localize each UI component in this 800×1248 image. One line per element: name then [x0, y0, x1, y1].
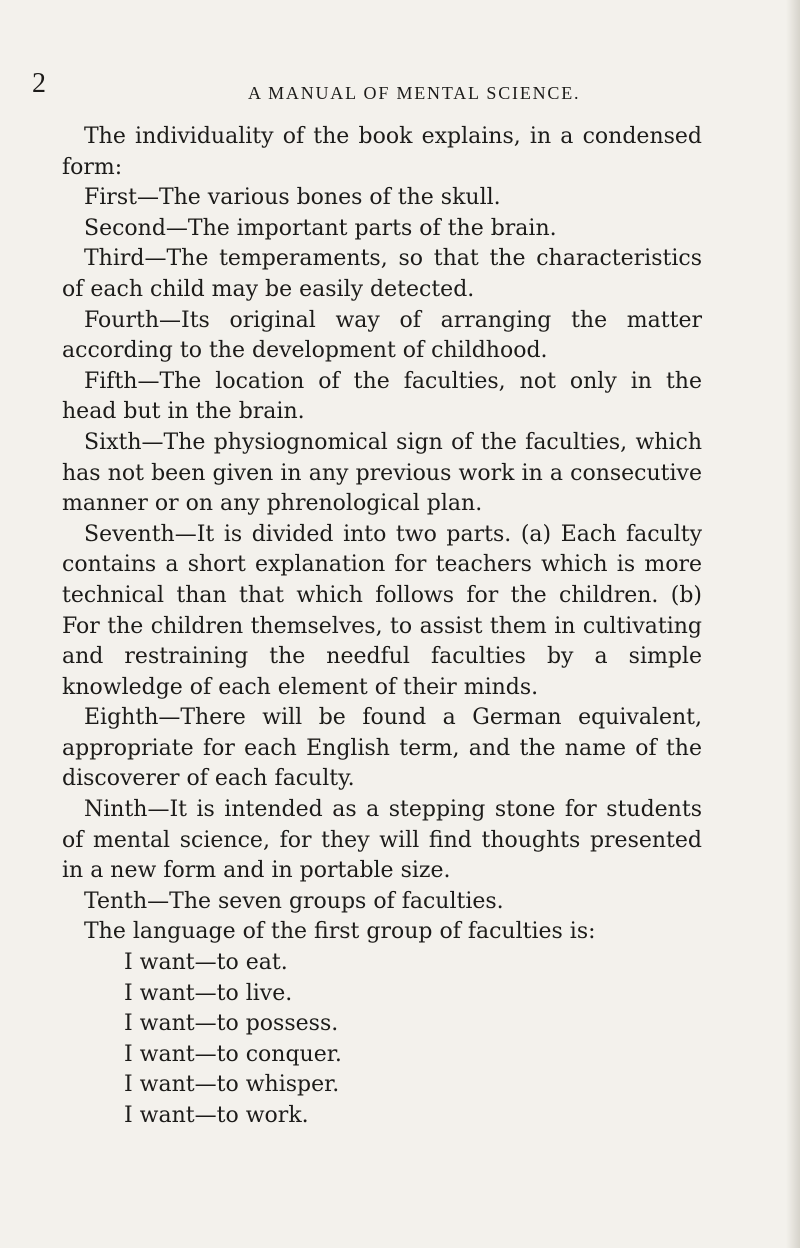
list-item: I want—to eat. [124, 950, 288, 976]
list-item: I want—to live. [124, 980, 293, 1006]
item-third: Third—The temperaments, so that the characteristics of each child may be easily detected. [62, 246, 702, 302]
list-item: I want—to whisper. [124, 1072, 340, 1098]
item-ninth: Ninth—It is intended as a stepping stone for students of mental science, for they will find thoughts presented in a new form and in portable size. [62, 797, 702, 884]
running-head: A MANUAL OF MENTAL SCIENCE. [248, 83, 581, 103]
page-edge-shadow [786, 0, 800, 1248]
item-tenth: Tenth—The seven groups of faculties. [84, 888, 504, 914]
intro-paragraph: The individuality of the book explains, in a condensed form: [62, 124, 702, 180]
item-sixth: Sixth—The physiognomical sign of the faculties, which has not been given in any previous work in a consecutive manner or on any phrenological plan. [62, 429, 702, 517]
item-fifth: Fifth—The location of the faculties, not only in the head but in the brain. [62, 368, 702, 425]
item-seventh: Seventh—It is divided into two parts. (a) Each faculty contains a short explanation for teachers which is more technical than that which follows for the children. (b) For the children themselves, to assist them in cultivating and restraining the needful faculties by a simple knowledge of each element of their minds. [62, 521, 702, 700]
page-body [62, 122, 702, 1132]
page-number: 2 [32, 68, 46, 99]
item-first: First—The various bones of the skull. [84, 185, 501, 211]
item-fourth: Fourth—Its original way of arranging the matter according to the development of childhood. [62, 307, 702, 364]
group-intro: The language of the first group of faculties is: [84, 919, 596, 945]
list-item: I want—to work. [124, 1103, 309, 1128]
list-item: I want—to possess. [124, 1011, 339, 1037]
item-eighth: Eighth—There will be found a German equivalent, appropriate for each English term, and the name of the discoverer of each faculty. [62, 705, 702, 792]
list-item: I want—to conquer. [124, 1041, 342, 1067]
item-second: Second—The important parts of the brain. [84, 215, 557, 241]
wants-list [62, 948, 702, 1132]
